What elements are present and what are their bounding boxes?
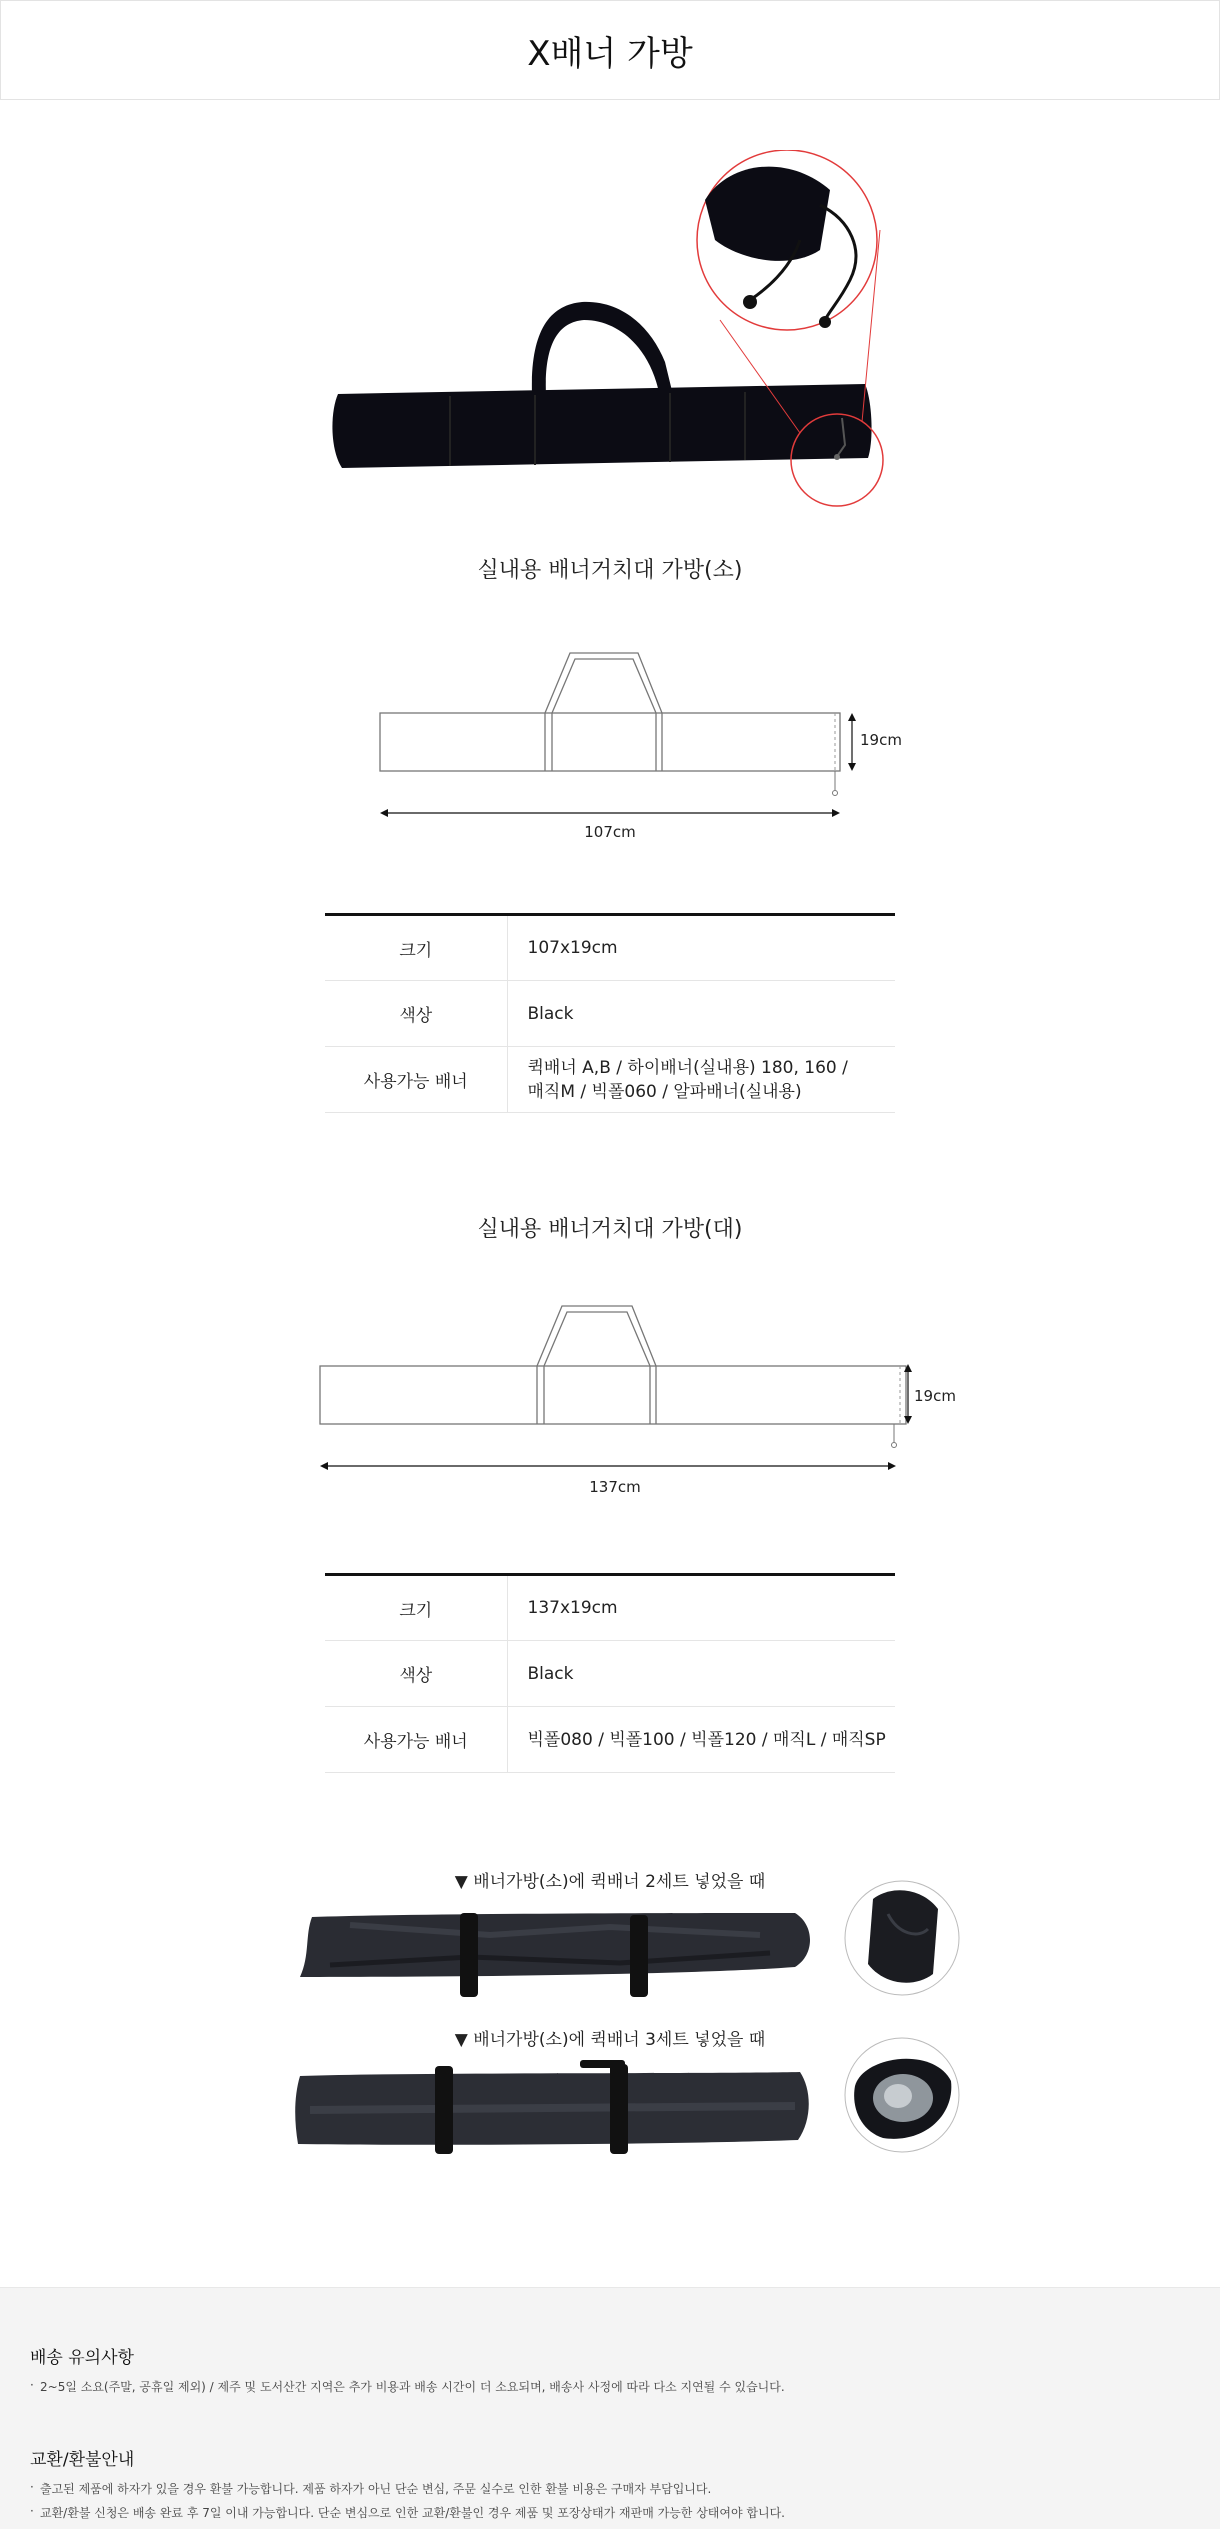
spec-key: 크기 [325, 915, 507, 981]
shipping-notice-title: 배송 유의사항 [30, 2348, 134, 2368]
small-bag-title: 실내용 배너거치대 가방(소) [477, 558, 743, 583]
spec-value: 137x19cm [507, 1575, 895, 1641]
spec-value-line: 매직M / 빅폴060 / 알파배너(실내용) [527, 1081, 802, 1102]
spec-value: Black [507, 1641, 895, 1707]
example-detail-2sets [843, 1879, 961, 1997]
spec-value: 107x19cm [507, 915, 895, 981]
spec-key: 사용가능 배너 [325, 1707, 507, 1773]
large-height-label: 19cm [914, 1387, 956, 1405]
page-title: X배너 가방 [527, 33, 693, 74]
spec-value-line: 퀵배너 A,B / 하이배너(실내용) 180, 160 / [527, 1057, 848, 1078]
example-photo-2sets [290, 1895, 820, 2005]
example-caption-1: ▼ 배너가방(소)에 퀵배너 2세트 넣었을 때 [454, 1872, 766, 1892]
footer-notes [0, 2287, 1220, 2529]
example-photo-3sets [290, 2060, 820, 2160]
list-item: · 출고된 제품에 하자가 있을 경우 환불 가능합니다. 제품 하자가 아닌 단순 변심, 주문 실수로 인한 환불 비용은 구매자 부담입니다. [30, 2480, 711, 2497]
spec-value [507, 1047, 895, 1113]
spec-value: Black [507, 981, 895, 1047]
large-width-label: 137cm [589, 1478, 641, 1496]
example-detail-3sets [843, 2036, 961, 2154]
spec-key: 크기 [325, 1575, 507, 1641]
large-bag-diagram [310, 1300, 910, 1480]
table-row [325, 1047, 895, 1113]
table-row [325, 915, 895, 981]
small-bag-diagram [370, 645, 890, 845]
large-spec-table [325, 1573, 895, 1773]
bag-product-photo [320, 150, 900, 520]
page-header [0, 0, 1220, 100]
large-bag-title: 실내용 배너거치대 가방(대) [477, 1217, 743, 1242]
table-row [325, 1707, 895, 1773]
example-caption-2: ▼ 배너가방(소)에 퀵배너 3세트 넣었을 때 [454, 2030, 766, 2050]
small-width-label: 107cm [584, 823, 636, 841]
spec-value: 빅폴080 / 빅폴100 / 빅폴120 / 매직L / 매직SP [507, 1707, 895, 1773]
list-item: · 교환/환불 신청은 배송 완료 후 7일 이내 가능합니다. 단순 변심으로 인한 교환/환불인 경우 제품 및 포장상태가 재판매 가능한 상태여야 합니다. [30, 2504, 785, 2521]
table-row [325, 981, 895, 1047]
spec-key: 색상 [325, 981, 507, 1047]
refund-notice-title: 교환/환불안내 [30, 2450, 135, 2470]
small-spec-table [325, 913, 895, 1113]
spec-key: 사용가능 배너 [325, 1047, 507, 1113]
bag-handle [532, 302, 673, 398]
table-row [325, 1575, 895, 1641]
list-item: · 2~5일 소요(주말, 공휴일 제외) / 제주 및 도서산간 지역은 추가 비용과 배송 시간이 더 소요되며, 배송사 사정에 따라 다소 지연될 수 있습니다. [30, 2378, 785, 2395]
small-height-label: 19cm [860, 731, 902, 749]
spec-key: 색상 [325, 1641, 507, 1707]
table-row [325, 1641, 895, 1707]
